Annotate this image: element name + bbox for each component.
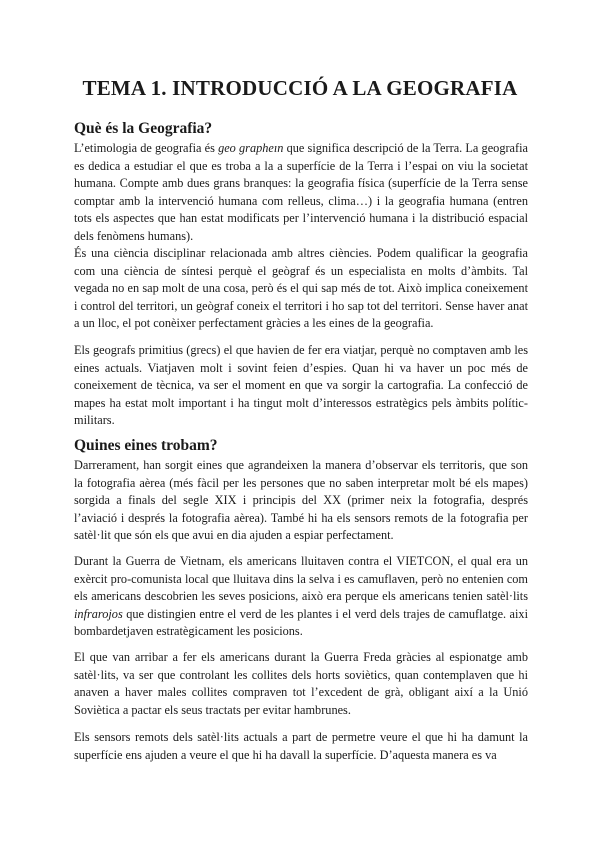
paragraph-etimologia [74, 140, 528, 246]
paragraph-geografs-primitius: Els geografs primitius (grecs) el que havien de fer era viatjar, perquè no comptaven amb les eines actuals. Viatjaven molt i sovint feien d’espies. Quan hi va haver un poc més de coneixement de tècnica, va ser el moment en que va sorgir la cartografia. La confecció de mapes ha estat molt important i ha tingut molt d’interessos estratègics pels àmbits polític-militars. [74, 343, 528, 428]
emphasis-term: geo grapheın [218, 141, 284, 155]
paragraph-ciencia-sintesi: És una ciència disciplinar relacionada amb altres ciències. Podem qualificar la geografia com una ciència de síntesi perquè el geògraf és un especialista en molts d’àmbits. Tal vegada no en sap molt de una cosa, però és el qui sap més de tot. Això implica coneixement i control del territori, un geògraf coneix el territori i ho sap tot del territori. Sense haver anat a un lloc, el pot conèixer perfectament gràcies a les eines de la geografia. [74, 246, 528, 331]
paragraph-text: Durant la Guerra de Vietnam, els americans lluitaven contra el VIETCON, el qual era un exèrcit pro-comunista local que lluitava dins la selva i es camuflaven, però no entenien com els americans descobrien les seves posicions, això era perque els americans tenien satèl·lits [74, 554, 528, 604]
paragraph-guerra-freda: El que van arribar a fer els americans durant la Guerra Freda gràcies al espionatge amb satèl·lits, va ser que controlant les collites dels horts soviètics, quan contemplaven que hi anaven a haver males collites compraven tot l’excedent de grà, obligant així a la Unió Soviètica a pactar els seus tractats per evitar hambrunes. [74, 650, 528, 717]
section-heading-eines: Quines eines trobam? [74, 437, 218, 454]
page-title: TEMA 1. INTRODUCCIÓ A LA GEOGRAFIA [82, 76, 518, 100]
emphasis-term: infrarojos [74, 606, 123, 621]
paragraph-text: L’etimologia de geografia és [74, 141, 219, 155]
paragraph-sensors-remots: Els sensors remots dels satèl·lits actuals a part de permetre veure el que hi ha damunt la superfície ens ajuden a veure el que hi ha davall la superfície. D’aquesta manera es va [74, 730, 528, 762]
paragraph-darrerament: Darrerament, han sorgit eines que agrandeixen la manera d’observar els territoris, que son la fotografia aèrea (més fàcil per les persones que no saben interpretar molt bé els mapes) sorgida a finals del segle XIX i principis del XX (primer neix la fotografia, després l’aviació i després la fotografia aèrea). També hi ha els sensors remots de la fotografia per satèl·lit que són els que avui en dia ajuden a espiar perfectament. [74, 458, 528, 543]
paragraph-guerra-vietnam [74, 553, 528, 641]
paragraph-text: que significa descripció de la Terra. La geografia es dedica a estudiar el que es troba a la a superfície de la Terra i l’espai on viu la societat humana. Compte amb dues grans branques: la geografia física (superfície de la Terra sense comptar amb la intervenció humana com relleus, clima…) i la geografia humana (entren tots els aspectes que han estat modificats per l’intervenció humana i la distribució espacial dels fenòmens humans). [74, 141, 528, 243]
paragraph-text: que distingien entre el verd de les plantes i el verd dels trajes de camuflatge. aixi bombardetjaven estratègicament les posicions. [74, 606, 528, 639]
section-heading-que-es: Què és la Geografia? [74, 120, 213, 137]
